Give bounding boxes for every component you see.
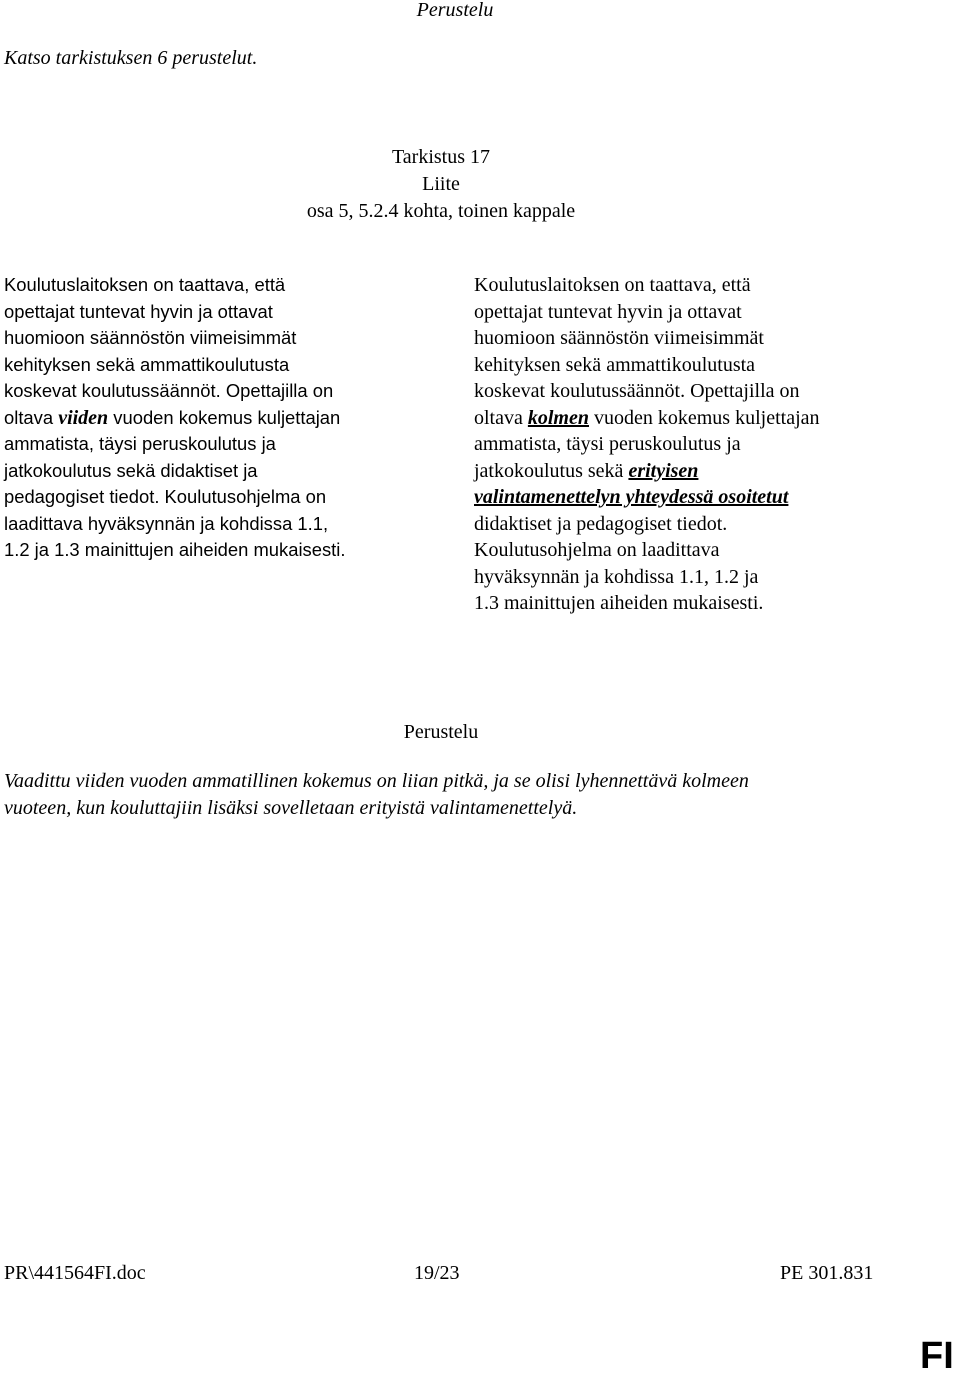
amended-line: didaktiset ja pedagogiset tiedot. (474, 512, 728, 535)
original-line: opettajat tuntevat hyvin ja ottavat (4, 300, 273, 322)
amended-line: opettajat tuntevat hyvin ja ottavat (474, 300, 742, 323)
amended-line: valintamenettelyn yhteydessä osoitetut (474, 486, 789, 508)
original-line: jatkokoulutus sekä didaktiset ja (4, 459, 258, 481)
original-line (4, 405, 424, 432)
amended-line: Koulutuslaitoksen on taattava, että (474, 274, 751, 296)
amended-line: huomioon säännöstön viimeisimmät (474, 327, 764, 349)
original-line: ammatista, täysi peruskoulutus ja (4, 433, 276, 454)
amendment-annex: Liite (422, 173, 460, 195)
amended-line: Koulutusohjelma on laadittava (474, 539, 720, 561)
language-mark: FI (920, 1335, 954, 1377)
amended-line: kehityksen sekä ammattikoulutusta (474, 353, 756, 376)
amended-line: ammatista, täysi peruskoulutus ja (474, 433, 741, 455)
footer-pe-ref: PE 301.831 (780, 1262, 874, 1284)
amended-line (474, 405, 914, 432)
bottom-justification (4, 768, 749, 822)
amended-line: 1.3 mainittujen aiheiden mukaisesti. (474, 592, 764, 614)
original-line: huomioon säännöstön viimeisimmät (4, 327, 297, 348)
amended-term: erityisen (628, 459, 699, 482)
amended-line: koskevat koulutussäännöt. Opettajilla on (474, 380, 800, 402)
original-text-column (4, 272, 424, 564)
amendment-title: Tarkistus 17 (391, 146, 491, 168)
justification-line: vuoteen, kun kouluttajiin lisäksi sovelletaan erityistä valintamenettelyä. (4, 797, 578, 819)
amended-line (474, 458, 914, 485)
amended-text-fragment: vuoden kokemus kuljettajan (589, 406, 820, 429)
amended-text-column (474, 272, 914, 617)
amended-text-fragment: oltava (474, 406, 528, 429)
top-justification: Katso tarkistuksen 6 perustelut. (4, 47, 258, 69)
amended-text-fragment: jatkokoulutus sekä (474, 459, 629, 482)
original-line: laadittava hyväksynnän ja kohdissa 1.1, (4, 512, 329, 534)
original-line: 1.2 ja 1.3 mainittujen aiheiden mukaisesti. (4, 539, 346, 560)
top-heading: Perustelu (416, 0, 494, 21)
amendment-reference: osa 5, 5.2.4 kohta, toinen kappale (306, 200, 576, 222)
original-line: pedagogiset tiedot. Koulutusohjelma on (4, 486, 327, 507)
bottom-heading: Perustelu (403, 721, 479, 743)
emphasized-term: viiden (58, 406, 109, 429)
amendment-header (0, 144, 882, 225)
original-text-fragment: vuoden kokemus kuljettajan (108, 406, 341, 428)
original-text-fragment: oltava (4, 406, 59, 428)
footer-doc-ref: PR\441564FI.doc (4, 1262, 146, 1284)
original-line: koskevat koulutussäännöt. Opettajilla on (4, 380, 334, 401)
original-line: kehityksen sekä ammattikoulutusta (4, 353, 290, 375)
justification-line: Vaadittu viiden vuoden ammatillinen kokemus on liian pitkä, ja se olisi lyhennettävä kolmeen (4, 770, 749, 792)
footer-page-number: 19/23 (414, 1262, 460, 1284)
original-line: Koulutuslaitoksen on taattava, että (4, 274, 286, 295)
amended-term: kolmen (527, 406, 589, 429)
amended-line: hyväksynnän ja kohdissa 1.1, 1.2 ja (474, 565, 759, 588)
